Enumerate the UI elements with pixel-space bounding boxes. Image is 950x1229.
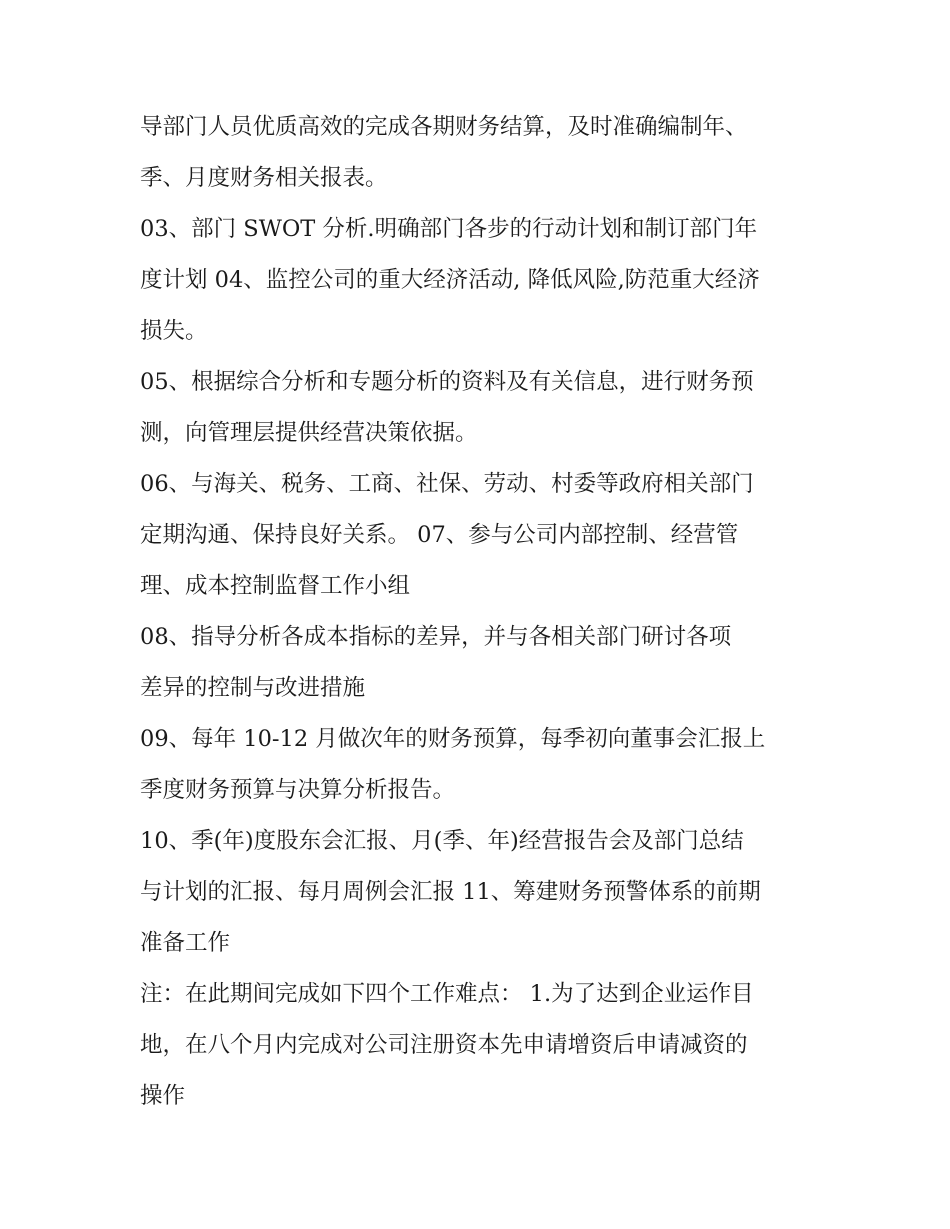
text-line: 03、部门 SWOT 分析.明确部门各步的行动计划和制订部门年 bbox=[140, 216, 758, 242]
text-line: 操作 bbox=[140, 1083, 186, 1109]
text-line: 季度财务预算与决算分析报告。 bbox=[140, 777, 456, 803]
text-line: 注：在此期间完成如下四个工作难点： 1.为了达到企业运作目 bbox=[140, 981, 754, 1007]
text-line: 度计划 04、监控公司的重大经济活动, 降低风险,防范重大经济 bbox=[140, 267, 760, 293]
text-line: 季、月度财务相关报表。 bbox=[140, 165, 388, 191]
text-line: 差异的控制与改进措施 bbox=[140, 675, 366, 701]
text-line: 损失。 bbox=[140, 318, 208, 344]
text-line: 05、根据综合分析和专题分析的资料及有关信息，进行财务预 bbox=[140, 369, 754, 395]
text-line: 测，向管理层提供经营决策依据。 bbox=[140, 420, 478, 446]
text-line: 理、成本控制监督工作小组 bbox=[140, 573, 411, 599]
text-line: 09、每年 10-12 月做次年的财务预算，每季初向董事会汇报上 bbox=[140, 726, 766, 752]
text-line: 地，在八个月内完成对公司注册资本先申请增资后申请减资的 bbox=[140, 1032, 748, 1058]
document-body bbox=[140, 102, 820, 1122]
text-line: 10、季(年)度股东会汇报、月(季、年)经营报告会及部门总结 bbox=[140, 828, 744, 854]
text-line: 准备工作 bbox=[140, 930, 231, 956]
text-line: 08、指导分析各成本指标的差异，并与各相关部门研讨各项 bbox=[140, 624, 732, 650]
text-line: 导部门人员优质高效的完成各期财务结算，及时准确编制年、 bbox=[140, 114, 748, 140]
text-line: 与计划的汇报、每月周例会汇报 11、筹建财务预警体系的前期 bbox=[140, 879, 761, 905]
text-line: 06、与海关、税务、工商、社保、劳动、村委等政府相关部门 bbox=[140, 471, 754, 497]
text-line: 定期沟通、保持良好关系。 07、参与公司内部控制、经营管 bbox=[140, 522, 739, 548]
